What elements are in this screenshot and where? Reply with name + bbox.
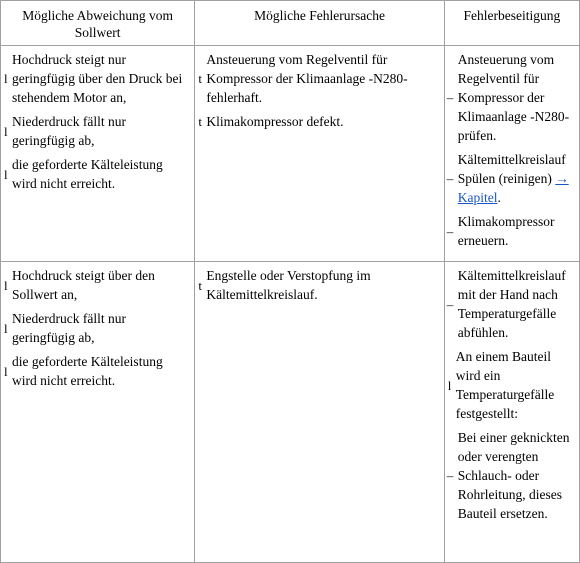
bullet-icon: t [198, 71, 202, 86]
deviation-cell [1, 46, 195, 262]
dash-icon: – [446, 90, 454, 105]
bullet-icon: l [447, 377, 452, 393]
list-item: t Ansteuerung vom Regelventil für Kompressor der Klimaanlage -N280- fehlerhaft. [195, 50, 443, 107]
bullet-icon: l [4, 71, 8, 86]
bullet-icon: t [198, 277, 202, 293]
list-item: t Klimakompressor defekt. [195, 112, 443, 131]
fix-cell [444, 262, 579, 563]
list-item: l die geforderte Kälteleistung wird nicht erreicht. [1, 352, 194, 390]
list-item: – Bei einer geknickten oder verengten Schlauch- oder Rohrleitung, dieses Bauteil ersetzen. [446, 430, 570, 521]
header-cause: Mögliche Fehlerursache [195, 1, 444, 46]
list-item: – Ansteuerung vom Regelventil für Kompressor der Klimaanlage -N280- prüfen. [446, 52, 570, 143]
dash-icon: – [446, 468, 454, 483]
bullet-icon: t [198, 114, 202, 129]
list-item: t Engstelle oder Verstopfung im Kältemittelkreislauf. [195, 266, 443, 304]
list-item: l Hochdruck steigt nur geringfügig über den Druck bei stehendem Motor an, [1, 50, 194, 107]
list-item: l Hochdruck steigt über den Sollwert an, [1, 266, 194, 304]
table-row [1, 262, 580, 563]
list-item: – Kältemittelkreislauf mit der Hand nach Temperaturgefälle abfühlen. [446, 268, 566, 340]
chapter-link[interactable]: → Kapitel [457, 171, 569, 205]
bullet-icon: l [4, 277, 8, 293]
bullet-icon: l [4, 363, 8, 379]
header-deviation: Mögliche Abweichung vom Sollwert [1, 1, 195, 46]
deviation-cell [1, 262, 195, 563]
header-row [1, 1, 580, 46]
table-row [1, 46, 580, 262]
dash-icon: – [446, 296, 454, 312]
bullet-icon: l [4, 123, 8, 139]
header-fix: Fehlerbeseitigung [444, 1, 579, 46]
cause-cell [195, 262, 444, 563]
list-item: l die geforderte Kälteleistung wird nicht erreicht. [1, 155, 194, 193]
list-item: l Niederdruck fällt nur geringfügig ab, [1, 309, 194, 347]
list-item: l Niederdruck fällt nur geringfügig ab, [1, 112, 194, 150]
dash-icon: – [446, 223, 454, 239]
cause-cell [195, 46, 444, 262]
dash-icon: – [446, 171, 454, 186]
bullet-icon: l [4, 320, 8, 336]
fix-cell [444, 46, 579, 262]
list-item: l An einem Bauteil wird ein Temperaturgefälle festgestellt: [445, 347, 579, 423]
bullet-icon: l [4, 166, 8, 182]
list-item: – Kältemittelkreislauf Spülen (reinigen) → Kapitel. [446, 152, 569, 205]
list-item: – Klimakompressor erneuern. [446, 214, 555, 248]
